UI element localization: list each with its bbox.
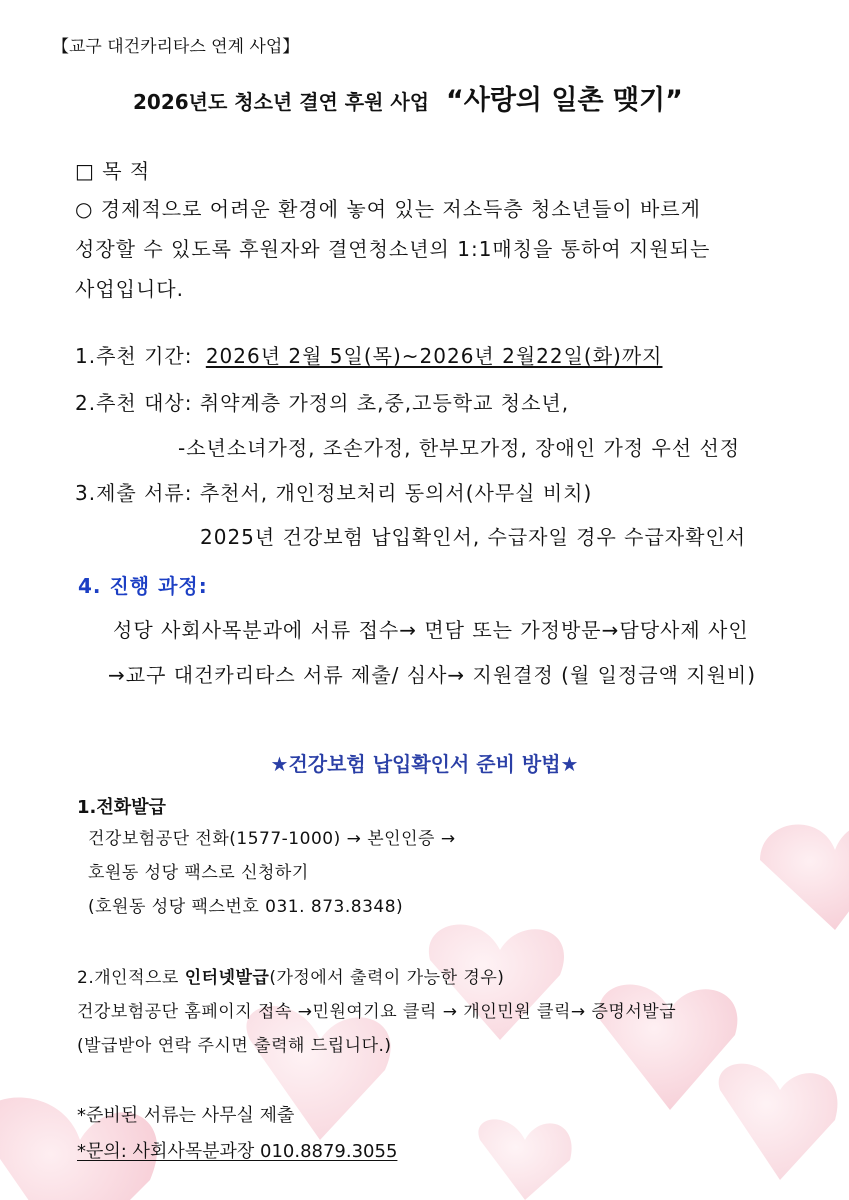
process-line-1: 성당 사회사목분과에 서류 접수→ 면담 또는 가정방문→담당사제 사인 [113, 618, 749, 642]
phone-line-1: 건강보험공단 전화(1577-1000) → 본인인증 → [88, 829, 456, 849]
contact-note: *문의: 사회사목분과장 010.8879.3055 [77, 1141, 398, 1162]
page-title [133, 78, 683, 117]
submit-note: *준비된 서류는 사무실 제출 [77, 1105, 295, 1126]
project-tag: 【교구 대건카리타스 연계 사업】 [52, 37, 300, 57]
insurance-heading: ★건강보험 납입확인서 준비 방법★ [270, 752, 579, 776]
purpose-line-3: 사업입니다. [75, 277, 184, 301]
target-line-2: -소년소녀가정, 조손가정, 한부모가정, 장애인 가정 우선 선정 [178, 436, 741, 460]
process-line-2: →교구 대건카리타스 서류 제출/ 심사→ 지원결정 (월 일정금액 지원비) [108, 663, 757, 687]
docs-line-1: 3.제출 서류: 추천서, 개인정보처리 동의서(사무실 비치) [75, 481, 593, 505]
title-main: “사랑의 일촌 맺기” [446, 85, 683, 116]
phone-line-2: 호원동 성당 팩스로 신청하기 [88, 863, 309, 883]
web-bold: 인터넷발급 [184, 968, 270, 988]
web-heading [77, 963, 504, 988]
period-label: 1.추천 기간: [75, 344, 193, 368]
purpose-line-2: 성장할 수 있도록 후원자와 결연청소년의 1:1매칭을 통하여 지원되는 [75, 237, 711, 261]
period-value: 2026년 2월 5일(목)~2026년 2월22일(화)까지 [205, 344, 663, 368]
period-item [75, 340, 663, 369]
target-line-1: 2.추천 대상: 취약계층 가정의 초,중,고등학교 청소년, [75, 391, 570, 415]
web-line-2: 건강보험공단 홈페이지 접속 →민원여기요 클릭 → 개인민원 클릭→ 증명서발급 [77, 1002, 677, 1022]
web-suffix: (가정에서 출력이 가능한 경우) [269, 968, 505, 988]
web-prefix: 2.개인적으로 [77, 968, 185, 988]
phone-heading: 1.전화발급 [77, 797, 166, 818]
web-line-3: (발급받아 연락 주시면 출력해 드립니다.) [77, 1036, 392, 1056]
purpose-heading: □ 목 적 [75, 159, 151, 183]
title-prefix: 2026년도 청소년 결연 후원 사업 [133, 90, 430, 114]
docs-line-2: 2025년 건강보험 납입확인서, 수급자일 경우 수급자확인서 [200, 525, 747, 549]
purpose-line-1: ○ 경제적으로 어려운 환경에 놓여 있는 저소득층 청소년들이 바르게 [75, 197, 701, 221]
process-heading: 4. 진행 과정: [78, 574, 208, 598]
phone-line-3: (호원동 성당 팩스번호 031. 873.8348) [88, 897, 404, 917]
